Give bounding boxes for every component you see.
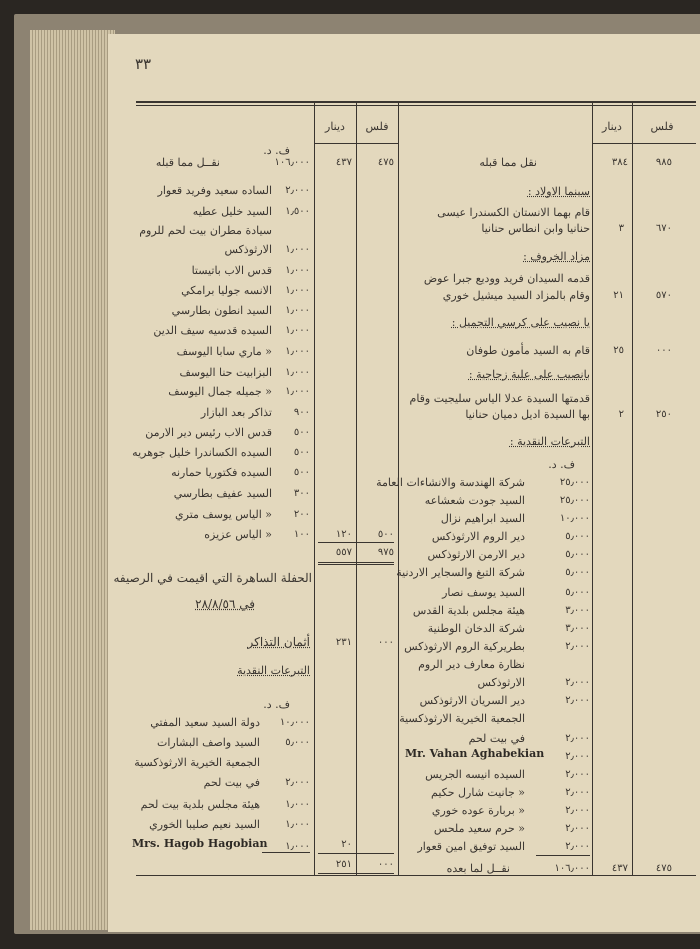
party-line-2: في ٢٨/٨/٥٦ (195, 597, 255, 611)
right-more-name: « جانيت شارل حكيم (431, 786, 525, 799)
hagob-underline (262, 852, 310, 853)
left-item-amount: ١٫٠٠٠ (285, 367, 310, 378)
left-cash-name: السيد واصف البشارات (156, 736, 260, 749)
vahan-name: Mr. Vahan Aghabekian (405, 747, 545, 760)
left-item2-amount: ١٫٠٠٠ (285, 819, 310, 830)
left-item-name: قدس الاب رئيس دير الارمن (145, 426, 272, 439)
left-sum1-rule (318, 542, 394, 543)
right-jamiya-line-2: في بيت لحم (468, 732, 525, 745)
left-item-amount: ١٫٠٠٠ (285, 386, 310, 397)
hagob-name: Mrs. Hagob Hagobian (132, 837, 268, 850)
mazad-fils: ٥٧٠ (655, 290, 672, 301)
left-carried-label: نقــل مما قبله (155, 156, 220, 169)
chair-line-1: قام به السيد مأمون طوفان (466, 344, 590, 357)
mazad-line-2: وقام بالمزاد السيد ميشيل خوري (442, 289, 590, 302)
glass-fils: ٢٥٠ (655, 409, 672, 420)
header-rule-right (592, 143, 696, 144)
right-carry-dinar: ٤٣٧ (611, 863, 628, 874)
left-sum2-fils: ٠٠٠ (377, 859, 394, 870)
left-fd2-label: ف. د. (263, 698, 290, 711)
left-sum2-rule (318, 853, 394, 854)
cinema-fils: ٦٧٠ (655, 223, 672, 234)
left-item2-name: السيد نعيم صليبا الخوري (149, 818, 260, 831)
left-sub1-fils: ٥٠٠ (377, 529, 394, 540)
right-cash-name: دير الروم الارثوذكس (431, 530, 525, 543)
right-more-amount: ٢٫٠٠٠ (565, 769, 590, 780)
left-item-amount: ١٫٠٠٠ (285, 346, 310, 357)
top-rule (136, 101, 696, 103)
left-item-amount: ٥٠٠ (293, 447, 310, 458)
right-cash-name: شركة الهندسة والانشاءات العامة (376, 476, 525, 489)
right-more-name: السيد توفيق امين قعوار (417, 840, 525, 853)
right-cash-amount: ٢٫٠٠٠ (565, 641, 590, 652)
glass-dinar: ٢ (618, 409, 624, 420)
left-carried-dinar: ٤٣٧ (335, 157, 352, 168)
left-item-name: السيده قدسيه سيف الدين (153, 324, 272, 337)
left-item-amount: ١٫٠٠٠ (285, 285, 310, 296)
cinema-dinar: ٣ (618, 223, 624, 234)
left-item-amount: ١٫٥٠٠ (285, 206, 310, 217)
right-cash-name: هيئة مجلس بلدية القدس (412, 604, 525, 617)
left-sub1-dinar: ١٢٠ (335, 529, 352, 540)
left-sum2-dinar: ٢٥١ (335, 859, 352, 870)
page-number: ٣٣ (135, 55, 152, 73)
header-dinar-right: دينار (602, 120, 622, 133)
right-carried-fils: ٩٨٥ (655, 157, 672, 168)
right-cash-amount: ٥٫٠٠٠ (565, 549, 590, 560)
left-item-name: قدس الاب باتيستا (191, 264, 272, 277)
glass-line-1: قدمتها السيدة عدلا الياس سليجيت وقام (409, 392, 590, 405)
right-more-amount: ٢٫٠٠٠ (565, 805, 590, 816)
right-carry-label: نقــل لما بعده (446, 862, 510, 875)
right-carry-amount: ١٠٦٫٠٠٠ (554, 863, 590, 874)
right-cash-amount: ٥٫٠٠٠ (565, 587, 590, 598)
left-cash-name: دولة السيد سعيد المفتي (150, 716, 260, 729)
nazara-line-2: الارثوذكس (477, 676, 525, 689)
left-item-name: البزابيت حنا اليوسف (179, 366, 272, 379)
right-more-amount: ٢٫٠٠٠ (565, 823, 590, 834)
cinema-line-1: قام بهما الانستان الكسندرا عيسى (437, 206, 590, 219)
right-cash-name: شركة التبغ والسجاير الاردنية (396, 566, 525, 579)
right-carried-label: نقل مما قبله (479, 156, 537, 169)
left-item-amount: ٩٠٠ (293, 407, 310, 418)
vahan-amount: ٢٫٠٠٠ (565, 751, 590, 762)
left-item-name: « الياس عزيزه (204, 528, 272, 541)
left-cash-amount: ١٠٫٠٠٠ (279, 717, 310, 728)
right-more-amount: ٢٫٠٠٠ (565, 841, 590, 852)
glass-line-2: بها السيدة اديل دميان حنانيا (465, 408, 590, 421)
left-item-amount: ١٫٠٠٠ (285, 325, 310, 336)
left-item-name: السيد عفيف بطارسي (173, 487, 272, 500)
left-item-name: الساده سعيد وفريد قعوار (157, 184, 272, 197)
left-item-amount: ٢٠٠ (293, 509, 310, 520)
left-item-amount: ١٫٠٠٠ (285, 265, 310, 276)
left-cash-amount: ٥٫٠٠٠ (285, 737, 310, 748)
left-item-amount: ٥٠٠ (293, 427, 310, 438)
right-jamiya-amount: ٢٫٠٠٠ (565, 733, 590, 744)
page-edges (30, 30, 115, 930)
left-item-name: السيد انطون بطارسي (171, 304, 272, 317)
mazad-title: مزاد الخروف : (523, 250, 590, 263)
left-item-amount: ٣٠٠ (293, 488, 310, 499)
right-more-name: « بربارة عوده خوري (431, 804, 525, 817)
left-item-amount: ١٫٠٠٠ (285, 244, 310, 255)
col-line (314, 103, 315, 875)
right-cash-name: بطريركية الروم الارثوذكس (404, 640, 525, 653)
right-fd-label: ف. د. (548, 458, 575, 471)
right-amount-underline (536, 855, 590, 856)
right-cash-amount: ٥٫٠٠٠ (565, 531, 590, 542)
right-cash-title: التبرعات النقدية : (509, 435, 590, 448)
mazad-line-1: قدمه السيدان فريد ووديع جبرا عوض (423, 272, 590, 285)
left-item2-amount: ١٫٠٠٠ (285, 799, 310, 810)
right-cash-name: السيد ابراهيم نزال (440, 512, 525, 525)
tickets-fils: ٠٠٠ (377, 637, 394, 648)
nazara-amount: ٢٫٠٠٠ (565, 677, 590, 688)
right-more-name: « حرم سعيد ملحس (433, 822, 525, 835)
mazad-dinar: ٢١ (613, 290, 624, 301)
left-jamiya-line-2: في بيت لحم (203, 776, 260, 789)
left-item-amount: ١٠٠ (293, 529, 310, 540)
party-line-1: الحفلة الساهرة التي اقيمت في الرصيفه (113, 571, 312, 585)
left-carried-fils: ٤٧٥ (377, 157, 394, 168)
cinema-line-2: حنانيا وابن انطاس حنانيا (481, 222, 590, 235)
right-cash-name: السيد يوسف نصار (442, 586, 525, 599)
right-cash-amount: ٢٥٫٠٠٠ (559, 477, 590, 488)
right-cash-amount: ٥٫٠٠٠ (565, 567, 590, 578)
syriac-amount: ٢٫٠٠٠ (565, 695, 590, 706)
chair-fils: ٠٠٠ (655, 345, 672, 356)
right-cash-name: دير الارمن الارثوذكس (427, 548, 525, 561)
left-sum2-double-rule (318, 873, 394, 876)
chair-title: يا نصيب على كرسي التجميل : (451, 316, 590, 329)
left-item-name: « جميله جمال اليوسف (168, 385, 272, 398)
right-jamiya-line-1: الجمعية الخيرية الارثوذكسية (399, 712, 525, 725)
left-jamiya-amount: ٢٫٠٠٠ (285, 777, 310, 788)
cinema-title: سينما الاولاد : (527, 185, 590, 198)
header-fils-right: فلس (650, 120, 674, 133)
tickets-label: أثمان التذاكر (247, 635, 310, 649)
col-line (398, 103, 399, 875)
bottom-rule (136, 875, 696, 876)
left-item-name: السيد خليل عطيه (192, 205, 272, 218)
left-sub2-dinar: ٢٠ (341, 839, 352, 850)
left-sum1-dinar: ٥٥٧ (335, 547, 352, 558)
left-item-name: السيده الكساندرا خليل جوهريه (132, 446, 272, 459)
right-cash-amount: ٣٫٠٠٠ (565, 623, 590, 634)
right-carried-dinar: ٣٨٤ (611, 157, 628, 168)
left-item-name: سيادة مطران بيت لحم للروم (139, 224, 272, 237)
hagob-amount: ١٫٠٠٠ (285, 841, 310, 852)
glass-title: بانصيب على علبة زجاجية : (468, 368, 590, 381)
tickets-dinar: ٢٣١ (335, 637, 352, 648)
left-item-name: الانسه جوليا برامكي (181, 284, 272, 297)
right-carry-fils: ٤٧٥ (655, 863, 672, 874)
left-item-name: تذاكر بعد البازار (200, 406, 272, 419)
left-jamiya-line-1: الجمعية الخيرية الارثوذكسية (134, 756, 260, 769)
header-fils-left: فلس (365, 120, 389, 133)
left-carried-amount: ١٠٦٫٠٠٠ (274, 157, 310, 168)
right-cash-amount: ٣٫٠٠٠ (565, 605, 590, 616)
right-cash-name: شركة الدخان الوطنية (427, 622, 525, 635)
left-fd-label: ف. د. (263, 144, 290, 157)
left-item-amount: ٢٫٠٠٠ (285, 185, 310, 196)
right-more-amount: ٢٫٠٠٠ (565, 787, 590, 798)
left-cash-title: التبرعات النقدية (237, 664, 310, 677)
header-dinar-left: دينار (325, 120, 345, 133)
col-line (592, 103, 593, 875)
nazara-line-1: نظارة معارف دير الروم (418, 658, 525, 671)
right-more-name: السيده انيسه الجريس (425, 768, 525, 781)
right-cash-name: السيد جودت شعشاعه (424, 494, 525, 507)
right-cash-amount: ١٠٫٠٠٠ (559, 513, 590, 524)
col-line (632, 103, 633, 875)
col-line (356, 103, 357, 875)
left-item2-name: هيئة مجلس بلدية بيت لحم (140, 798, 260, 811)
syriac-name: دير السريان الارثوذكس (419, 694, 525, 707)
left-item-amount: ١٫٠٠٠ (285, 305, 310, 316)
left-item-name: « ماري سابا اليوسف (176, 345, 272, 358)
left-sum1-double-rule (318, 562, 394, 565)
left-item-amount: ٥٠٠ (293, 467, 310, 478)
left-sum1-fils: ٩٧٥ (377, 547, 394, 558)
left-item-name: السيده فكتوريا حمارنه (171, 466, 272, 479)
right-cash-amount: ٢٥٫٠٠٠ (559, 495, 590, 506)
left-item-name: الارثوذكس (224, 243, 272, 256)
top-rule-thin (136, 105, 696, 106)
chair-dinar: ٢٥ (613, 345, 624, 356)
left-item-name: « الياس يوسف متري (175, 508, 272, 521)
